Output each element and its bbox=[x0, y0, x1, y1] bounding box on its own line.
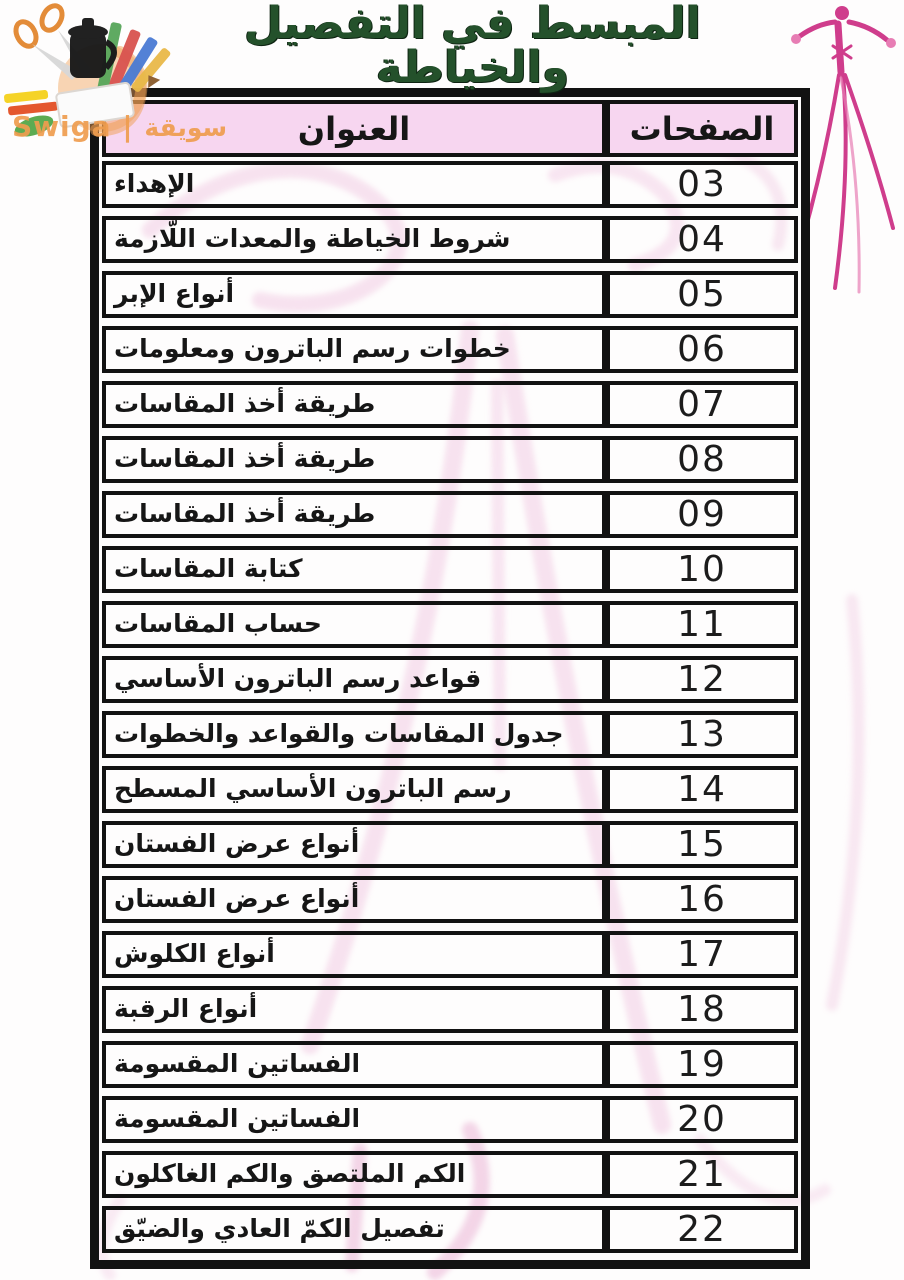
row-title-cell bbox=[102, 711, 606, 758]
table-row bbox=[102, 601, 798, 652]
row-page-cell bbox=[606, 1096, 798, 1143]
brand-separator: | bbox=[122, 110, 134, 143]
row-page-cell bbox=[606, 986, 798, 1033]
row-title-cell bbox=[102, 1206, 606, 1253]
table-row bbox=[102, 1206, 798, 1257]
row-page: 07 bbox=[677, 384, 727, 425]
table-row bbox=[102, 161, 798, 212]
table-row bbox=[102, 986, 798, 1037]
row-title: الكم الملتصق والكم الغاكلون bbox=[114, 1159, 466, 1189]
table-row bbox=[102, 491, 798, 542]
table-row bbox=[102, 1096, 798, 1147]
toc-table bbox=[90, 88, 810, 1269]
row-page-cell bbox=[606, 766, 798, 813]
row-page-cell bbox=[606, 491, 798, 538]
row-title-cell bbox=[102, 986, 606, 1033]
row-title-cell bbox=[102, 656, 606, 703]
row-title-cell bbox=[102, 271, 606, 318]
row-title-cell bbox=[102, 436, 606, 483]
table-row bbox=[102, 931, 798, 982]
row-page: 11 bbox=[677, 604, 727, 645]
table-row bbox=[102, 326, 798, 377]
row-page: 17 bbox=[677, 934, 727, 975]
row-title: طريقة أخذ المقاسات bbox=[114, 499, 376, 529]
table-row bbox=[102, 821, 798, 872]
row-title: أنواع الكلوش bbox=[114, 939, 275, 969]
row-title: طريقة أخذ المقاسات bbox=[114, 389, 376, 419]
table-row bbox=[102, 766, 798, 817]
page-title: المبسط في التفصيل والخياطة bbox=[244, 0, 701, 93]
row-title-cell bbox=[102, 766, 606, 813]
row-page-cell bbox=[606, 1151, 798, 1198]
row-title-cell bbox=[102, 491, 606, 538]
row-title: طريقة أخذ المقاسات bbox=[114, 444, 376, 474]
row-page: 12 bbox=[677, 659, 727, 700]
row-page: 21 bbox=[677, 1154, 727, 1195]
row-page: 04 bbox=[677, 219, 727, 260]
row-title-cell bbox=[102, 546, 606, 593]
row-page: 13 bbox=[677, 714, 727, 755]
row-page-cell bbox=[606, 381, 798, 428]
row-title-cell bbox=[102, 1096, 606, 1143]
row-title-cell bbox=[102, 821, 606, 868]
row-title-cell bbox=[102, 1041, 606, 1088]
row-page-cell bbox=[606, 216, 798, 263]
table-row bbox=[102, 1151, 798, 1202]
row-title-cell bbox=[102, 1151, 606, 1198]
row-page: 19 bbox=[677, 1044, 727, 1085]
row-title-cell bbox=[102, 326, 606, 373]
row-title-cell bbox=[102, 381, 606, 428]
row-title: الفساتين المقسومة bbox=[114, 1104, 361, 1134]
row-page-cell bbox=[606, 601, 798, 648]
row-title: أنواع عرض الفستان bbox=[114, 884, 360, 914]
brand-latin: Swiga bbox=[12, 110, 112, 143]
row-page-cell bbox=[606, 161, 798, 208]
row-title: كتابة المقاسات bbox=[114, 554, 303, 584]
toc-rows bbox=[102, 161, 798, 1257]
row-page-cell bbox=[606, 271, 798, 318]
row-page: 03 bbox=[677, 164, 727, 205]
row-title-cell bbox=[102, 161, 606, 208]
row-page: 10 bbox=[677, 549, 727, 590]
brand-arabic: سويقة bbox=[144, 113, 228, 142]
row-title-cell bbox=[102, 931, 606, 978]
row-page: 09 bbox=[677, 494, 727, 535]
header-pages-label: الصفحات bbox=[629, 109, 775, 148]
table-row bbox=[102, 216, 798, 267]
row-page-cell bbox=[606, 436, 798, 483]
row-page: 22 bbox=[677, 1209, 727, 1250]
brand-watermark bbox=[12, 110, 228, 143]
row-page: 16 bbox=[677, 879, 727, 920]
row-title: رسم الباترون الأساسي المسطح bbox=[114, 774, 512, 804]
row-page-cell bbox=[606, 821, 798, 868]
table-row bbox=[102, 656, 798, 707]
row-title: قواعد رسم الباترون الأساسي bbox=[114, 664, 482, 694]
row-title: الإهداء bbox=[114, 169, 195, 199]
row-title: أنواع الإبر bbox=[114, 279, 235, 309]
row-title-cell bbox=[102, 601, 606, 648]
row-page: 05 bbox=[677, 274, 727, 315]
row-title-cell bbox=[102, 876, 606, 923]
row-page-cell bbox=[606, 546, 798, 593]
row-page: 06 bbox=[677, 329, 727, 370]
header-title-label: العنوان bbox=[297, 109, 411, 148]
row-page: 14 bbox=[677, 769, 727, 810]
row-title: شروط الخياطة والمعدات اللّازمة bbox=[114, 224, 511, 254]
row-page: 08 bbox=[677, 439, 727, 480]
table-row bbox=[102, 271, 798, 322]
table-row bbox=[102, 711, 798, 762]
row-page-cell bbox=[606, 1041, 798, 1088]
row-page-cell bbox=[606, 656, 798, 703]
row-page: 18 bbox=[677, 989, 727, 1030]
row-page: 20 bbox=[677, 1099, 727, 1140]
row-page-cell bbox=[606, 326, 798, 373]
row-title: تفصيل الكمّ العادي والضيّق bbox=[114, 1214, 445, 1244]
row-page-cell bbox=[606, 931, 798, 978]
table-row bbox=[102, 546, 798, 597]
row-title: جدول المقاسات والقواعد والخطوات bbox=[114, 719, 564, 749]
row-page-cell bbox=[606, 876, 798, 923]
row-page: 15 bbox=[677, 824, 727, 865]
row-title: حساب المقاسات bbox=[114, 609, 322, 639]
table-row bbox=[102, 381, 798, 432]
table-row bbox=[102, 1041, 798, 1092]
row-title: أنواع الرقبة bbox=[114, 994, 258, 1024]
table-row bbox=[102, 436, 798, 487]
row-page-cell bbox=[606, 711, 798, 758]
row-title: أنواع عرض الفستان bbox=[114, 829, 360, 859]
row-title-cell bbox=[102, 216, 606, 263]
row-page-cell bbox=[606, 1206, 798, 1253]
row-title: خطوات رسم الباترون ومعلومات bbox=[114, 334, 511, 364]
table-row bbox=[102, 876, 798, 927]
header-pages-cell bbox=[606, 100, 798, 157]
row-title: الفساتين المقسومة bbox=[114, 1049, 361, 1079]
